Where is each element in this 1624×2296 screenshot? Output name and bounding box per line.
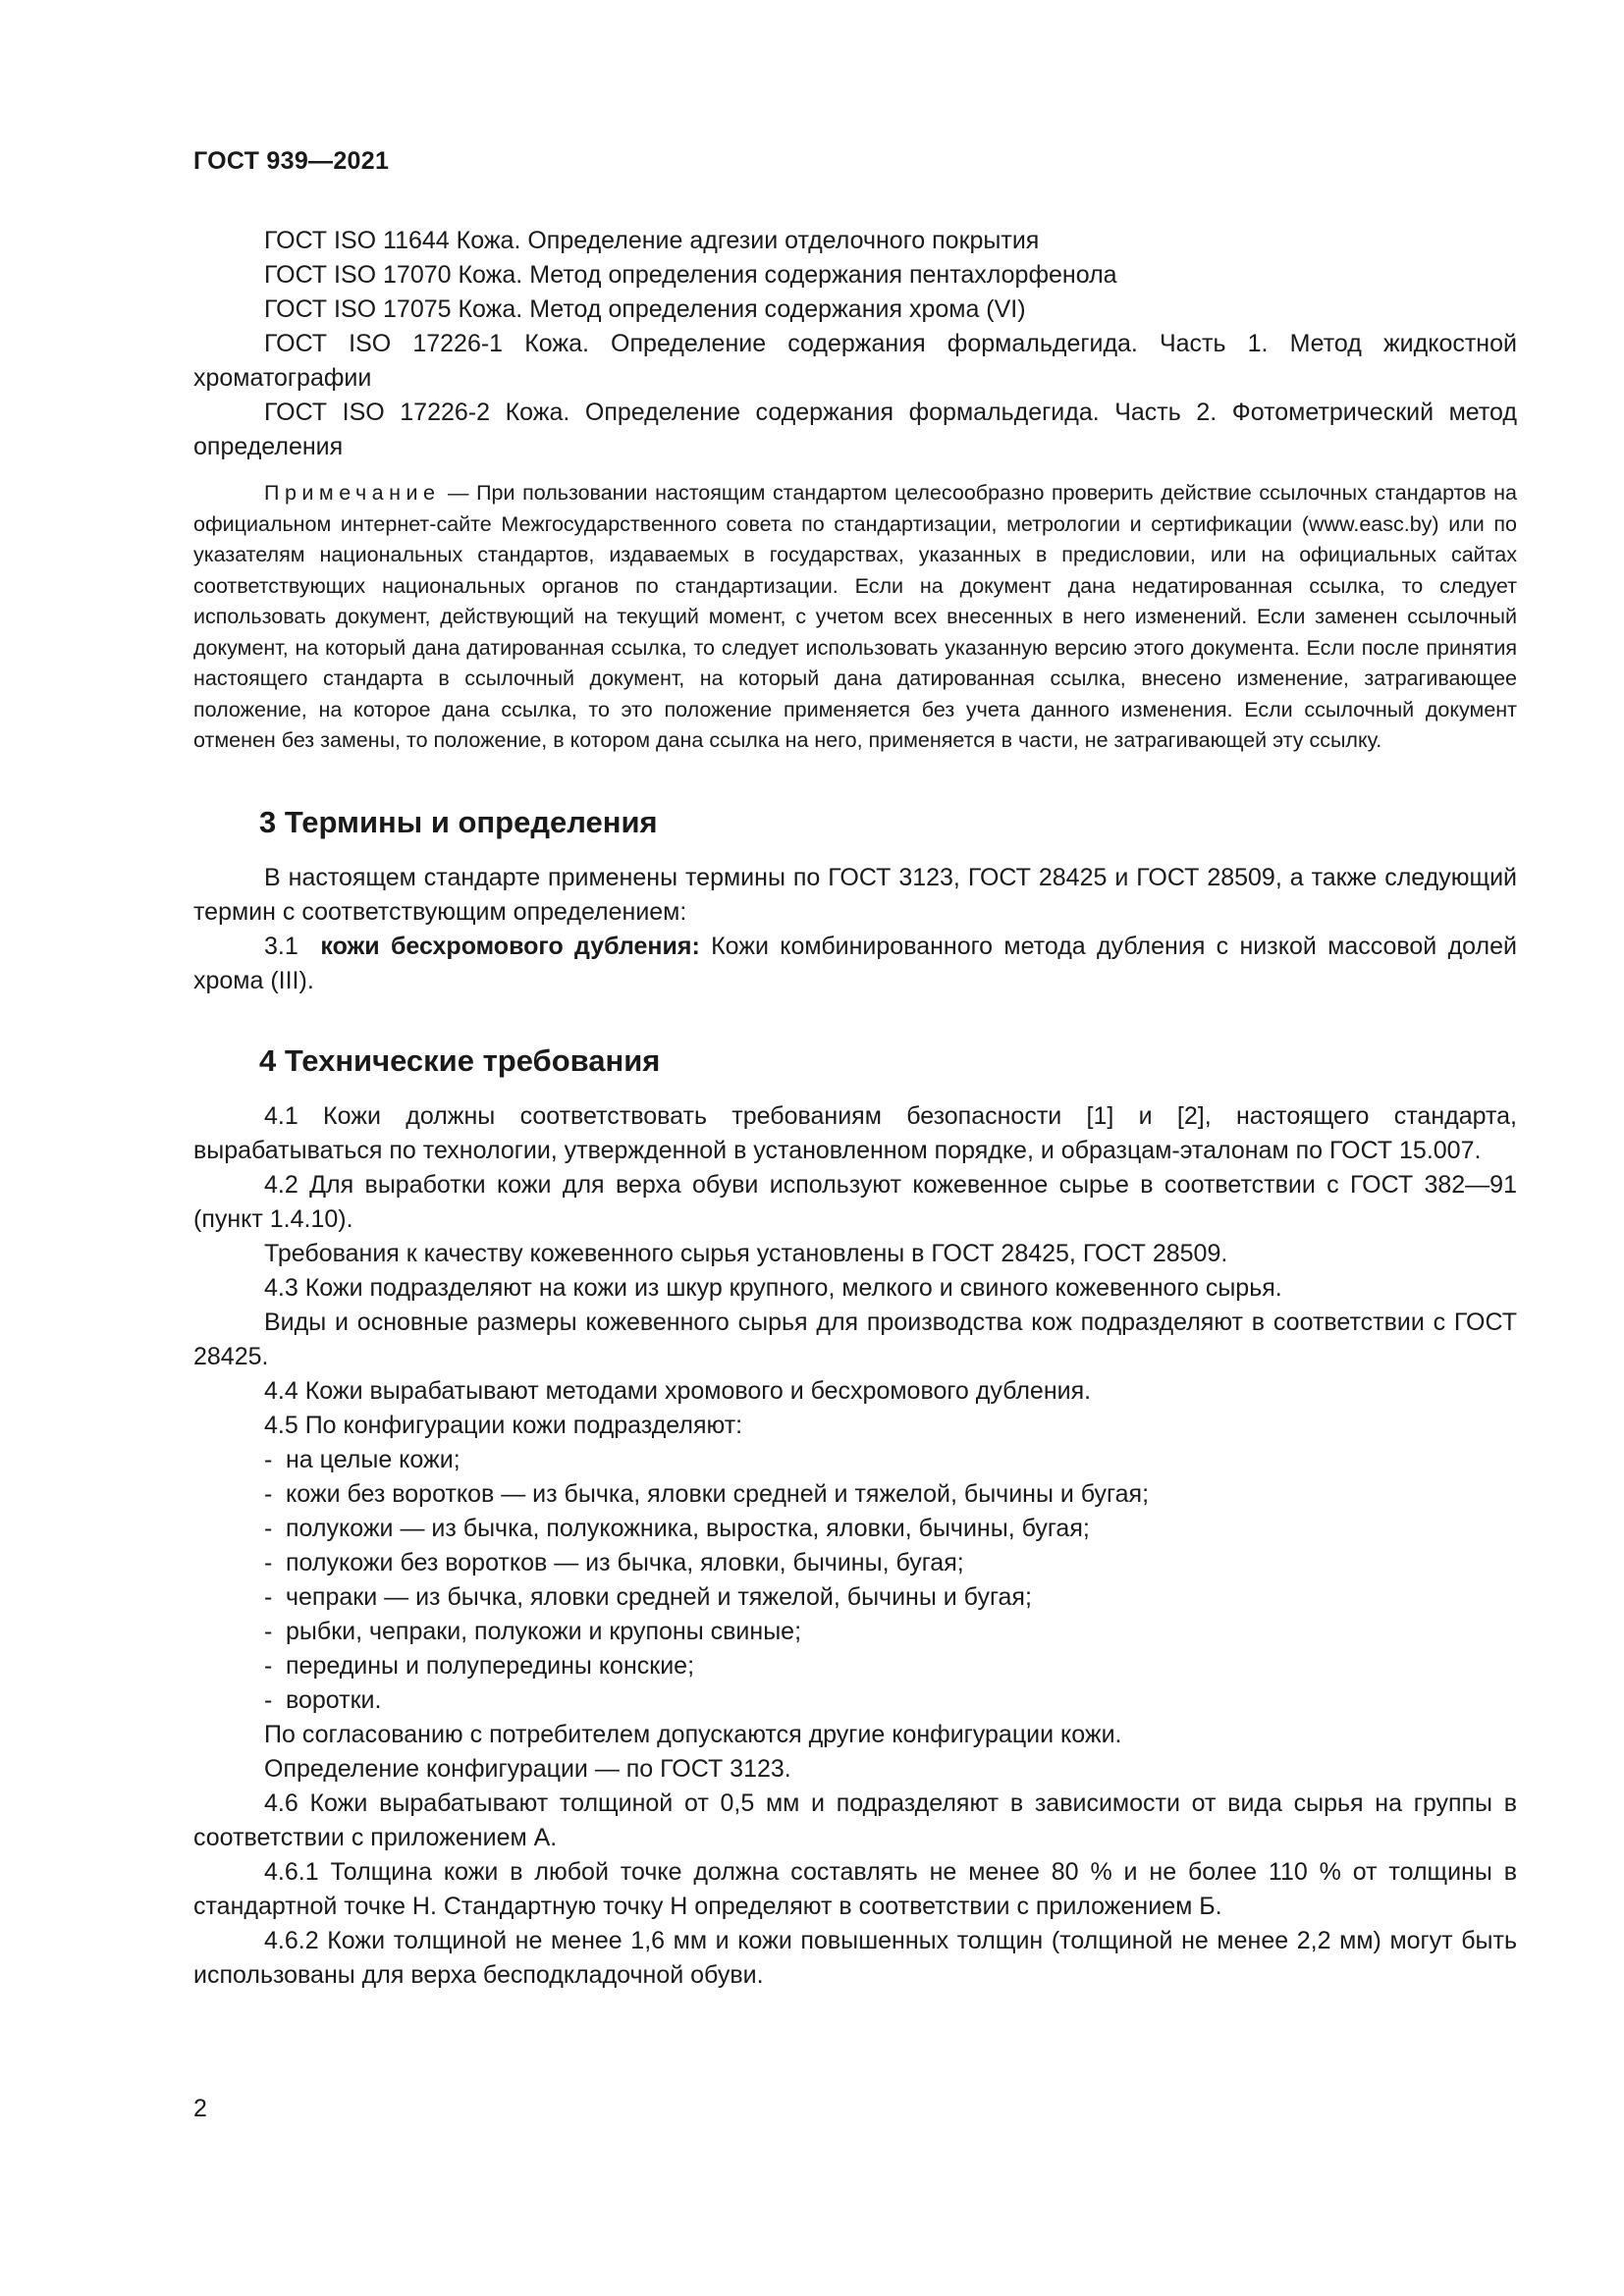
normative-references-list bbox=[193, 224, 1517, 464]
reference-item: ГОСТ ISO 11644 Кожа. Определение адгезии отделочного покрытия bbox=[264, 227, 1040, 254]
list-dash: - bbox=[264, 1582, 273, 1611]
paragraph-4-2: 4.2 Для выработки кожи для верха обуви используют кожевенное сырье в соответствии с ГОСТ 382—91 (пункт 1.4.10). bbox=[193, 1170, 1517, 1233]
list-item-text: на целые кожи; bbox=[286, 1445, 460, 1473]
paragraph-4-3: 4.3 Кожи подразделяют на кожи из шкур крупного, мелкого и свиного кожевенного сырья. bbox=[264, 1273, 1282, 1302]
reference-item: ГОСТ ISO 17226-1 Кожа. Определение содержания формальдегида. Часть 1. Метод жидкостной хроматографии bbox=[193, 330, 1517, 392]
list-item bbox=[193, 1580, 1517, 1615]
list-item bbox=[193, 1683, 1517, 1718]
list-item bbox=[193, 1546, 1517, 1580]
paragraph-4-6: 4.6 Кожи вырабатывают толщиной от 0,5 мм и подразделяют в зависимости от вида сырья на группы в соответствии с приложением А. bbox=[193, 1789, 1517, 1851]
list-dash: - bbox=[264, 1548, 273, 1576]
note-label: Примечание bbox=[264, 481, 441, 505]
list-item-text: полукожи без воротков — из бычка, яловки, бычины, бугая; bbox=[286, 1548, 964, 1576]
paragraph-4-1: 4.1 Кожи должны соответствовать требованиям безопасности [1] и [2], настоящего стандарта, вырабатываться по технологии, утвержденной в установленном порядке, и образцам-эталонам по ГОСТ 15.007. bbox=[193, 1101, 1517, 1164]
paragraph-4-6-1: 4.6.1 Толщина кожи в любой точке должна составлять не менее 80 % и не более 110 % от толщины в стандартной точке Н. Стандартную точку Н определяют в соответствии с приложением Б. bbox=[193, 1857, 1517, 1920]
list-dash: - bbox=[264, 1445, 273, 1473]
page-content bbox=[193, 224, 1517, 1993]
paragraph-4-4: 4.4 Кожи вырабатывают методами хромового и бесхромового дубления. bbox=[264, 1376, 1092, 1405]
paragraph-4-3-sizes: Виды и основные размеры кожевенного сырья для производства кож подразделяют в соответствии с ГОСТ 28425. bbox=[193, 1308, 1517, 1370]
list-dash: - bbox=[264, 1617, 273, 1645]
page-number: 2 bbox=[193, 2095, 207, 2122]
term-definition-3-1 bbox=[193, 930, 1517, 998]
list-dash: - bbox=[264, 1651, 273, 1680]
paragraph-4-5: 4.5 По конфигурации кожи подразделяют: bbox=[264, 1411, 743, 1439]
list-item-text: рыбки, чепраки, полукожи и крупоны свиные; bbox=[286, 1617, 802, 1645]
list-item bbox=[193, 1512, 1517, 1546]
running-header: ГОСТ 939—2021 bbox=[193, 147, 390, 175]
term-number: 3.1 bbox=[264, 932, 298, 960]
list-item-text: кожи без воротков — из бычка, яловки средней и тяжелой, бычины и бугая; bbox=[286, 1479, 1150, 1508]
paragraph-4-2-raw-material: Требования к качеству кожевенного сырья установлены в ГОСТ 28425, ГОСТ 28509. bbox=[264, 1239, 1228, 1267]
list-item bbox=[193, 1649, 1517, 1683]
reference-item: ГОСТ ISO 17075 Кожа. Метод определения содержания хрома (VI) bbox=[264, 295, 1026, 323]
reference-item: ГОСТ ISO 17226-2 Кожа. Определение содержания формальдегида. Часть 2. Фотометрический метод определения bbox=[193, 399, 1517, 460]
note-text: — При пользовании настоящим стандартом целесообразно проверить действие ссылочных стандартов на официальном интернет-сайте Межгосударственного совета по стандартизации, метрологии и сертификации (www.easc.by) или по указателям национальных стандартов, издаваемых в государствах, указанных в предисловии, или на официальных сайтах соответствующих национальных органов по стандартизации. Если на документ дана недатированная ссылка, то следует использовать документ, действующий на текущий момент, с учетом всех внесенных в него изменений. Если заменен ссылочный документ, на который дана датированная ссылка, то следует использовать указанную версию этого документа. Если после принятия настоящего стандарта в ссылочный документ, на который дана датированная ссылка, внесено изменение, затрагивающее положение, на которое дана ссылка, то это положение применяется без учета данного изменения. Если ссылочный документ отменен без замены, то положение, в котором дана ссылка на него, применяется в части, не затрагивающей эту ссылку. bbox=[193, 481, 1517, 752]
list-dash: - bbox=[264, 1514, 273, 1542]
list-item-text: полукожи — из бычка, полукожника, выростка, яловки, бычины, бугая; bbox=[286, 1514, 1090, 1542]
list-dash: - bbox=[264, 1685, 273, 1714]
configuration-list bbox=[193, 1443, 1517, 1718]
paragraph-4-6-2: 4.6.2 Кожи толщиной не менее 1,6 мм и кожи повышенных толщин (толщиной не менее 2,2 мм) могут быть использованы для верха бесподкладочной обуви. bbox=[193, 1926, 1517, 1989]
list-item bbox=[193, 1615, 1517, 1649]
section-3-intro: В настоящем стандарте применены термины по ГОСТ 3123, ГОСТ 28425 и ГОСТ 28509, а также следующий термин с соответствующим определением: bbox=[193, 863, 1517, 926]
list-item bbox=[193, 1443, 1517, 1477]
reference-item: ГОСТ ISO 17070 Кожа. Метод определения содержания пентахлорфенола bbox=[264, 261, 1117, 289]
section-4-title: 4 Технические требования bbox=[259, 1042, 661, 1078]
list-dash: - bbox=[264, 1479, 273, 1508]
paragraph-4-5-definition: Определение конфигурации — по ГОСТ 3123. bbox=[264, 1754, 791, 1783]
list-item bbox=[193, 1477, 1517, 1512]
term-definition: Кожи комбинированного метода дубления с низкой массовой долей хрома (III). bbox=[193, 932, 1517, 994]
paragraph-4-5-agreement: По согласованию с потребителем допускаются другие конфигурации кожи. bbox=[264, 1720, 1122, 1748]
list-item-text: воротки. bbox=[286, 1685, 382, 1714]
references-note bbox=[193, 478, 1517, 757]
term-name: кожи бесхромового дубления: bbox=[320, 932, 700, 960]
list-item-text: передины и полупередины конские; bbox=[286, 1651, 695, 1680]
list-item-text: чепраки — из бычка, яловки средней и тяжелой, бычины и бугая; bbox=[286, 1582, 1032, 1611]
section-3-title: 3 Термины и определения bbox=[259, 804, 658, 839]
